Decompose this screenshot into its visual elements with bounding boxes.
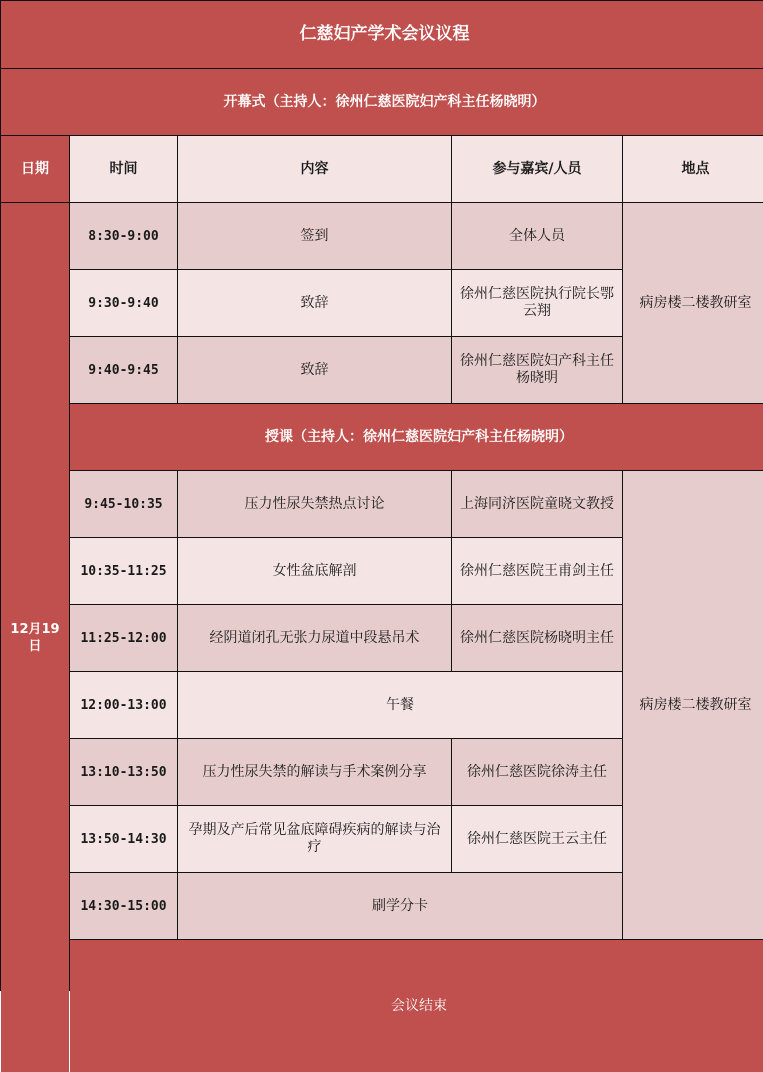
row-content: 午餐	[178, 672, 622, 738]
row-time: 10:35-11:25	[70, 538, 177, 604]
row-content: 女性盆底解剖	[178, 538, 451, 604]
row-time: 8:30-9:00	[70, 203, 177, 269]
row-guest: 徐州仁慈医院徐涛主任	[452, 739, 622, 805]
row-guest: 徐州仁慈医院王云主任	[452, 806, 622, 872]
row-time: 13:10-13:50	[70, 739, 177, 805]
location-cell: 病房楼二楼教研室	[623, 203, 763, 403]
row-content: 致辞	[178, 270, 451, 336]
closing-row: 会议结束	[70, 940, 763, 1072]
row-guest: 徐州仁慈医院杨晓明主任	[452, 605, 622, 671]
row-content: 压力性尿失禁热点讨论	[178, 471, 451, 537]
row-time: 11:25-12:00	[70, 605, 177, 671]
header-guests: 参与嘉宾/人员	[452, 136, 622, 202]
row-time: 9:45-10:35	[70, 471, 177, 537]
header-location: 地点	[623, 136, 763, 202]
row-guest: 全体人员	[452, 203, 622, 269]
date-cell: 12月19日	[1, 203, 69, 1072]
row-content: 压力性尿失禁的解读与手术案例分享	[178, 739, 451, 805]
row-guest: 徐州仁慈医院妇产科主任杨晓明	[452, 337, 622, 403]
page-title: 仁慈妇产学术会议议程	[1, 1, 763, 68]
row-content: 刷学分卡	[178, 873, 622, 939]
header-content: 内容	[178, 136, 451, 202]
row-time: 13:50-14:30	[70, 806, 177, 872]
row-time: 9:30-9:40	[70, 270, 177, 336]
row-time: 14:30-15:00	[70, 873, 177, 939]
header-date: 日期	[1, 136, 69, 202]
row-time: 9:40-9:45	[70, 337, 177, 403]
row-content: 经阴道闭孔无张力尿道中段悬吊术	[178, 605, 451, 671]
row-guest: 徐州仁慈医院执行院长鄂云翔	[452, 270, 622, 336]
row-guest: 上海同济医院童晓文教授	[452, 471, 622, 537]
header-time: 时间	[70, 136, 177, 202]
row-content: 孕期及产后常见盆底障碍疾病的解读与治疗	[178, 806, 451, 872]
location-cell: 病房楼二楼教研室	[623, 471, 763, 939]
lecture-section-header: 授课（主持人：徐州仁慈医院妇产科主任杨晓明）	[70, 404, 763, 470]
row-guest: 徐州仁慈医院王甫剑主任	[452, 538, 622, 604]
row-time: 12:00-13:00	[70, 672, 177, 738]
row-content: 签到	[178, 203, 451, 269]
row-content: 致辞	[178, 337, 451, 403]
opening-section-header: 开幕式（主持人：徐州仁慈医院妇产科主任杨晓明）	[1, 69, 763, 135]
